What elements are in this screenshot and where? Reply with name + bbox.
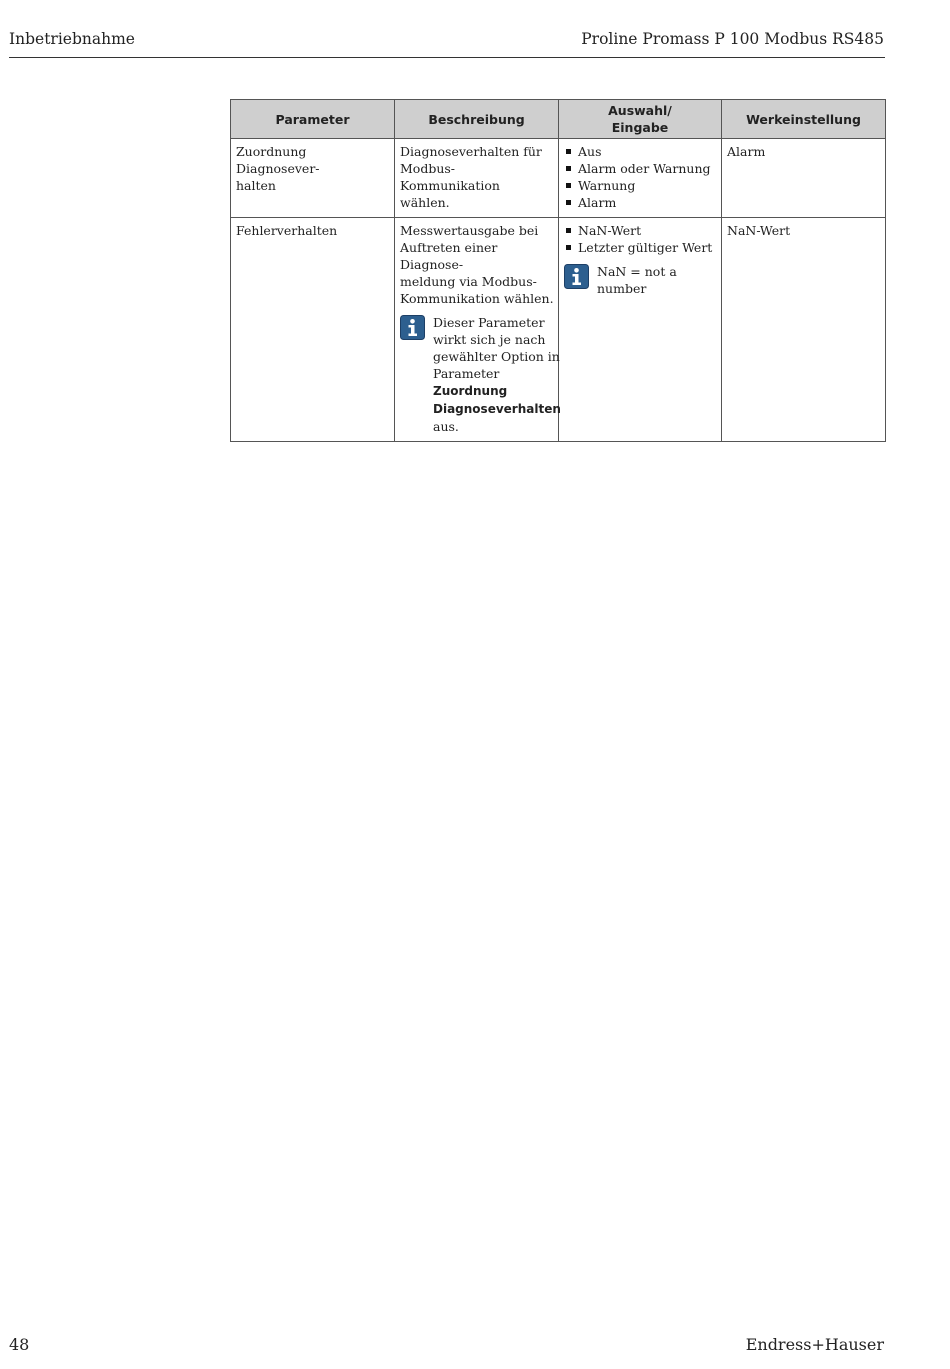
info-note — [564, 263, 717, 297]
info-note-text: NaN = not a number — [597, 264, 677, 296]
header-rule — [9, 57, 885, 58]
col-header-parameter: Parameter — [231, 100, 395, 139]
cell-default: NaN-Wert — [722, 218, 886, 442]
info-note-text — [433, 314, 561, 435]
table-header-row — [231, 100, 886, 139]
cell-options — [559, 218, 722, 442]
col-header-default: Werkeinstellung — [722, 100, 886, 139]
list-item: NaN-Wert — [564, 222, 717, 239]
cell-parameter: Zuordnung Diagnosever- halten — [231, 139, 395, 218]
page-number: 48 — [9, 1335, 30, 1354]
description-text: Messwertausgabe bei Auftreten einer Diagnose- meldung via Modbus- Kommunikation wählen. — [400, 223, 554, 306]
list-item: Alarm — [564, 194, 717, 211]
list-item: Alarm oder Warnung — [564, 160, 717, 177]
options-list — [564, 143, 717, 211]
note-bold-reference: Zuordnung Diagnoseverhalten — [433, 384, 561, 416]
cell-parameter: Fehlerverhalten — [231, 218, 395, 442]
col-header-selection-line2: Eingabe — [611, 120, 669, 135]
info-icon — [400, 315, 425, 340]
cell-options — [559, 139, 722, 218]
col-header-selection-line1: Auswahl/ — [608, 103, 672, 118]
col-header-selection — [559, 100, 722, 139]
footer-brand: Endress+Hauser — [745, 1335, 884, 1354]
col-header-description: Beschreibung — [395, 100, 559, 139]
list-item: Aus — [564, 143, 717, 160]
cell-default: Alarm — [722, 139, 886, 218]
running-header-section: Inbetriebnahme — [9, 30, 135, 48]
running-header-product: Proline Promass P 100 Modbus RS485 — [581, 30, 884, 48]
note-suffix: aus. — [433, 419, 459, 434]
options-list — [564, 222, 717, 256]
cell-description: Diagnoseverhalten für Modbus-Kommunikation wählen. — [395, 139, 559, 218]
table-row — [231, 139, 886, 218]
note-prefix: Dieser Parameter wirkt sich je nach gewählter Option in Parameter — [433, 315, 560, 381]
list-item: Warnung — [564, 177, 717, 194]
info-note — [400, 314, 561, 435]
parameter-table — [230, 99, 886, 442]
list-item: Letzter gültiger Wert — [564, 239, 717, 256]
cell-description — [395, 218, 559, 442]
table-row — [231, 218, 886, 442]
info-icon — [564, 264, 589, 289]
